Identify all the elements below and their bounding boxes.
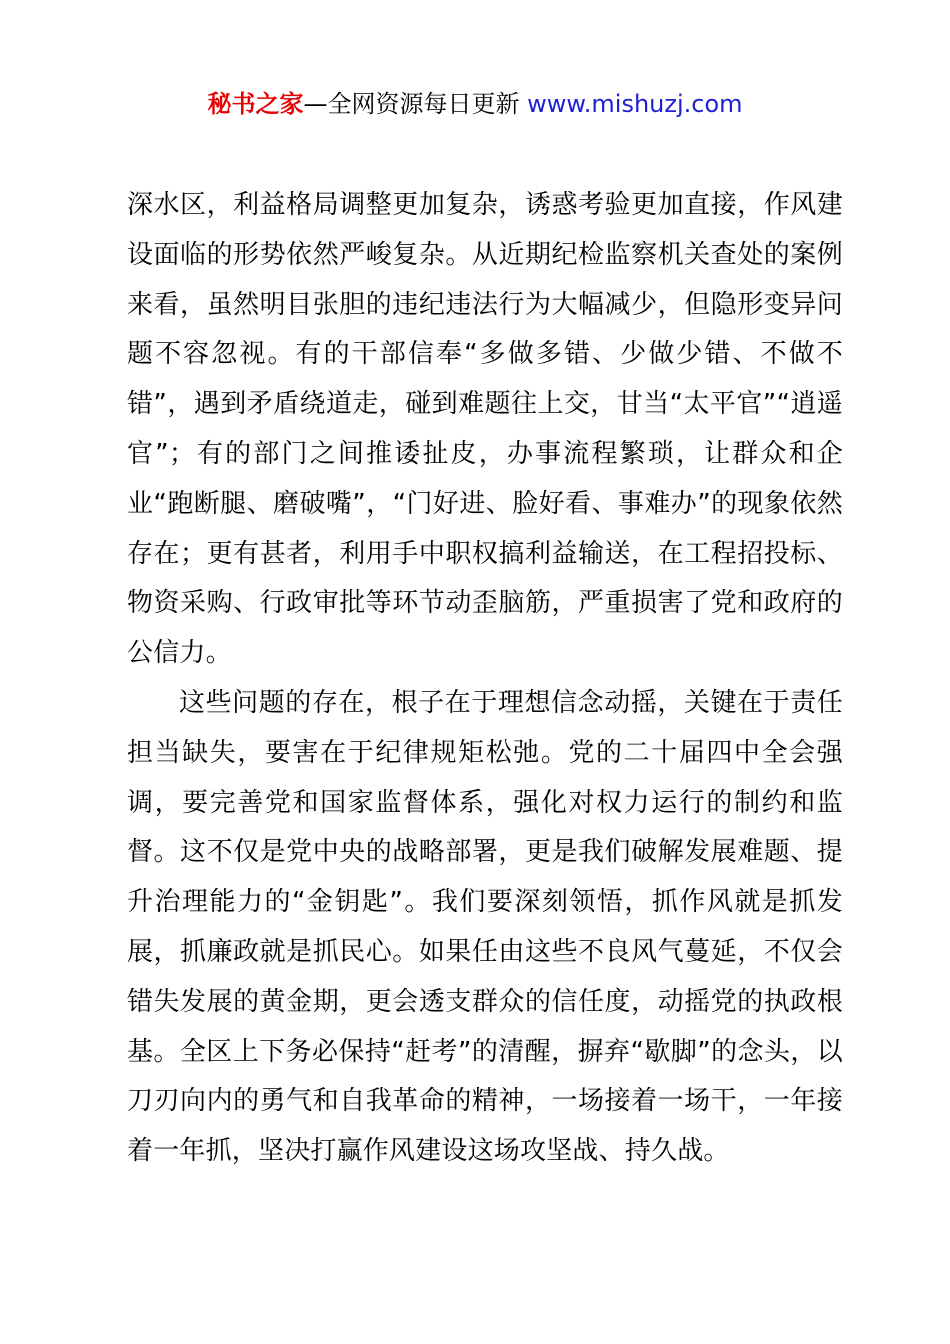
paragraph-2: 这些问题的存在，根子在于理想信念动摇，关键在于责任担当缺失，要害在于纪律规矩松弛。党的二十届四中全会强调，要完善党和国家监督体系，强化对权力运行的制约和监督。这不仅是党中央的战略部署，更是我们破解发展难题、提升治理能力的“金钥匙”。我们要深刻领悟，抓作风就是抓发展，抓廉政就是抓民心。如果任由这些不良风气蔓延，不仅会错失发展的黄金期，更会透支群众的信任度，动摇党的执政根基。全区上下务必保持“赶考”的清醒，摒弃“歇脚”的念头，以刀刃向内的勇气和自我革命的精神，一场接着一场干，一年接着一年抓，坚决打赢作风建设这场攻坚战、持久战。 [127, 687, 843, 1167]
brand-name: 秘书之家 [207, 90, 304, 118]
site-url-link[interactable]: www.mishuzj.com [527, 90, 743, 118]
document-body [127, 181, 843, 1177]
page-header [0, 86, 950, 122]
header-tagline: —全网资源每日更新 [303, 90, 528, 118]
paragraph-1: 深水区，利益格局调整更加复杂，诱惑考验更加直接，作风建设面临的形势依然严峻复杂。从近期纪检监察机关查处的案例来看，虽然明目张胆的违纪违法行为大幅减少，但隐形变异问题不容忽视。有的干部信奉“多做多错、少做少错、不做不错”，遇到矛盾绕道走，碰到难题往上交，甘当“太平官”“逍遥官”；有的部门之间推诿扯皮，办事流程繁琐，让群众和企业“跑断腿、磨破嘴”，“门好进、脸好看、事难办”的现象依然存在；更有甚者，利用手中职权搞利益输送，在工程招投标、物资采购、行政审批等环节动歪脑筋，严重损害了党和政府的公信力。 [127, 190, 843, 669]
